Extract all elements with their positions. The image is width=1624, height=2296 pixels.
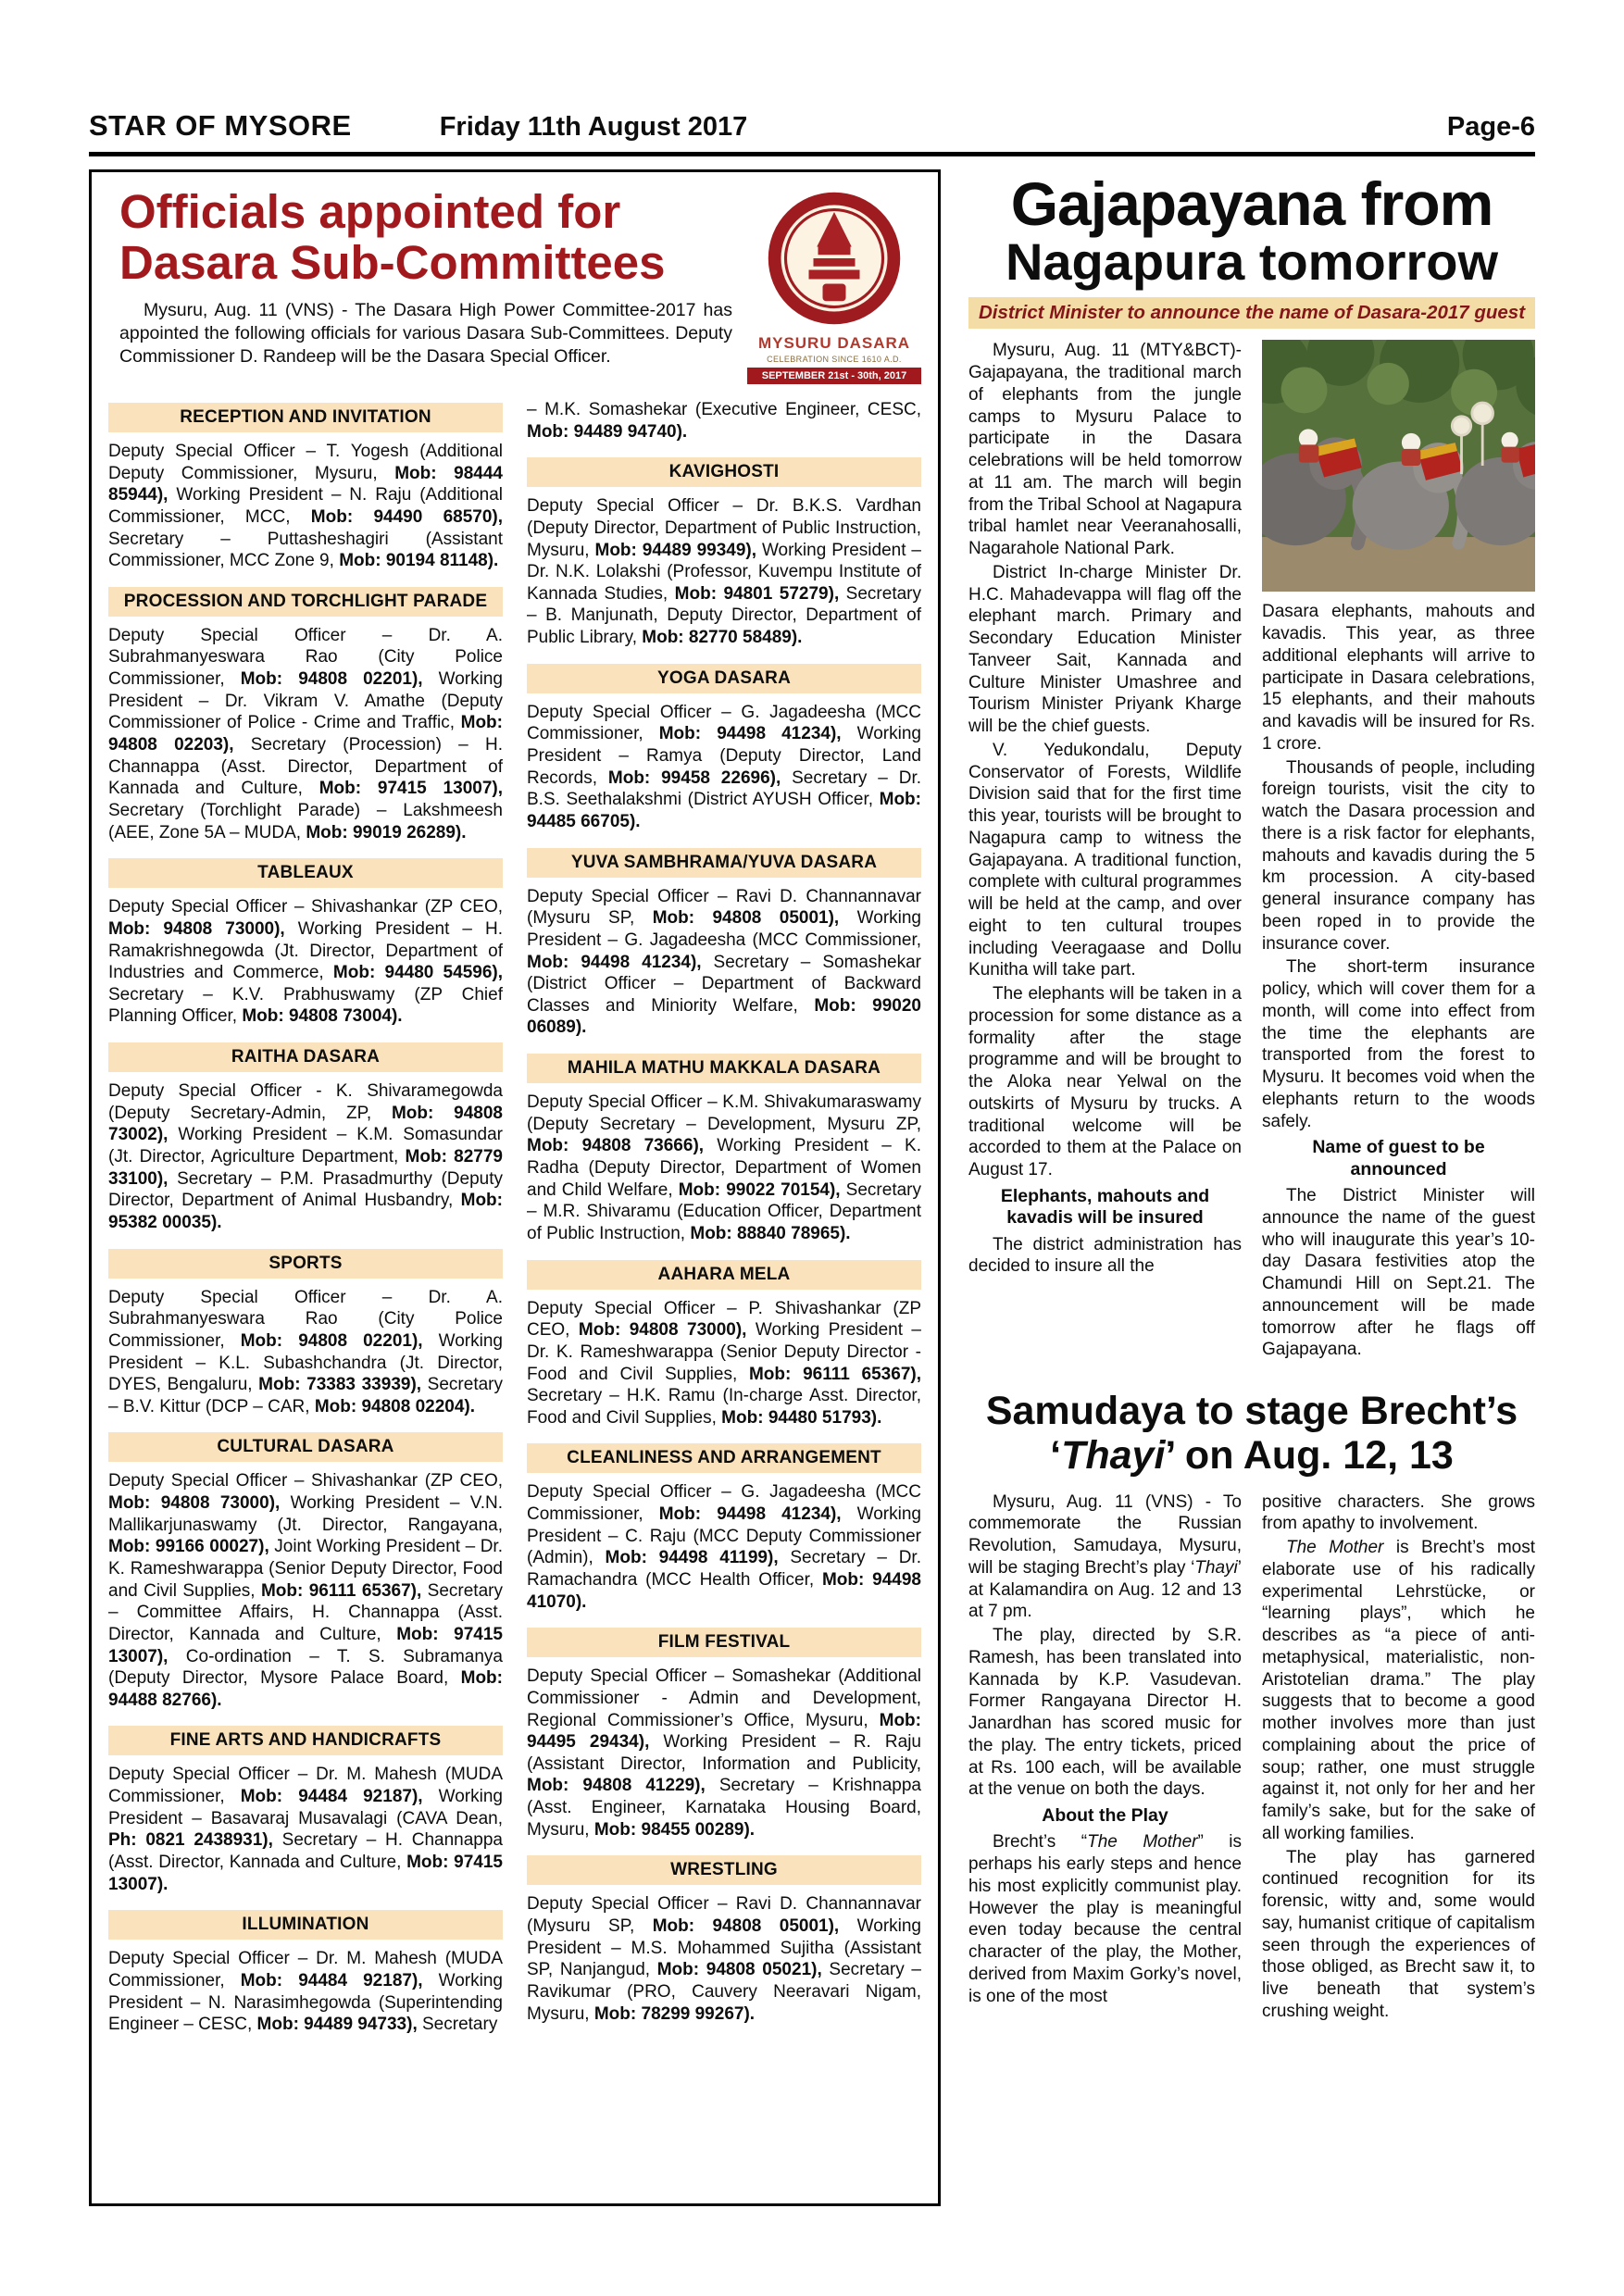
samudaya-headline-line2: ‘Thayi’ on Aug. 12, 13 [1050, 1433, 1454, 1479]
samudaya-col2 [1262, 1491, 1535, 2025]
samudaya-body [968, 1491, 1535, 2025]
masthead [89, 109, 1535, 156]
committee-section [108, 587, 503, 843]
section-heading: ILLUMINATION [108, 1910, 503, 1940]
gajapayana-col2 [1262, 340, 1535, 1363]
officials-article [89, 169, 941, 2206]
committee-section [527, 1855, 921, 2025]
section-body: Deputy Special Officer – Dr. A. Subrahmanyeswara Rao (City Police Commissioner, Mob: 94808 02201), Working President – K.L. Subashchandra (Jt. Director, DYES, Bengaluru, Mob: 73383 33939), Secretary – B.V. Kittur (DCP – CAR, Mob: 94808 02204). [108, 1287, 503, 1416]
gajapayana-col1 [968, 340, 1242, 1363]
officials-columns [108, 399, 921, 2036]
section-body: Deputy Special Officer – G. Jagadeesha (MCC Commissioner, Mob: 94498 41234), Working President – Ramya (Deputy Director, Land Records, Mob: 99458 22696), Secretary – Dr. B.S. Seethalakshmi (District AYUSH Officer, Mob: 94485 66705). [527, 702, 921, 831]
article-paragraph: The play has garnered continued recognition for its forensic, witty and, some would say, humanist critique of capitalism seen through the experiences of those obliged, as Brecht saw it, to live beneath that system’s crushing weight. [1262, 1847, 1535, 2021]
article-paragraph: The District Minister will announce the name of the guest who will inaugurate this year’s 10-day Dasara festivities atop the Chamundi Hill on Sept.21. The announcement will be made tomorrow after he flags off Gajapayana. [1262, 1186, 1535, 1360]
gajapayana-kicker: District Minister to announce the name of Dasara-2017 guest [968, 297, 1535, 329]
gajapayana-col2-text [1262, 601, 1535, 1361]
section-heading: KAVIGHOSTI [527, 457, 921, 487]
committee-section [527, 1260, 921, 1429]
section-body: Deputy Special Officer – Somashekar (Additional Commissioner - Admin and Development, Regional Commissioner’s Office, Mysuru, Mob: 94495 29434), Working President – R. Raju (Assistant Director, Information and Publicity, Mob: 94808 41229), Secretary – Krishnappa (Asst. Engineer, Karnataka Housing Board, Mysuru, Mob: 98455 00289). [527, 1666, 921, 1840]
article-subhead: Elephants, mahouts and kavadis will be insured [1000, 1185, 1210, 1229]
article-paragraph: V. Yedukondalu, Deputy Conservator of Forests, Wildlife Division said that for the first time this year, tourists will be brought to Nagapura camp to witness the Gajapayana. A traditional function, complete with cultural programmes will be held at the camp, and over eight to ten cultural troupes including Veeragaase and Dollu Kunitha will take part. [968, 740, 1242, 980]
section-heading: RAITHA DASARA [108, 1042, 503, 1072]
article-paragraph: Brecht’s “The Mother” is perhaps his early steps and hence his most explicitly communist play. However the play is meaningful even today because the central character of the play, the Mother, derived from Maxim Gorky’s novel, is one of the most [968, 1832, 1242, 2006]
gajapayana-elephants-photo [1262, 340, 1535, 592]
article-subhead: Name of guest to be announced [1312, 1137, 1485, 1179]
masthead-page-number: Page-6 [1446, 112, 1535, 142]
dasara-logo-dates: SEPTEMBER 21st - 30th, 2017 [747, 368, 921, 384]
dasara-logo-emblem-icon [765, 189, 904, 328]
officials-lead-paragraph: Mysuru, Aug. 11 (VNS) - The Dasara High Power Committee-2017 has appointed the following officials for various Dasara Sub-Committees. Deputy Commissioner D. Randeep will be the Dasara Special Officer. [119, 300, 732, 367]
committee-section [108, 403, 503, 572]
section-body: Deputy Special Officer – Shivashankar (ZP CEO, Mob: 94808 73000), Working President – V.N. Mallikarjunaswamy (Jt. Director, Rangayana, Mob: 99166 00027), Joint Working President – Dr. K. Rameshwarappa (Senior Deputy Director, Food and Civil Supplies, Mob: 96111 65367), Secretary – Committee Affairs, H. Channappa (Asst. Director, Kannada and Culture, Mob: 97415 13007), Co-ordination – T. S. Subramanya (Deputy Director, Mysore Palace Board, Mob: 94488 82766). [108, 1471, 504, 1710]
officials-col1 [108, 399, 503, 2036]
committee-section [108, 1910, 503, 2036]
section-heading: AAHARA MELA [527, 1260, 921, 1290]
committee-section [527, 1054, 921, 1244]
article-paragraph: The short-term insurance policy, which will cover them for a month, will come into effect from the time the elephants are transported from the forest to Mysuru. It becomes void when the elephants return to the woods safely. [1262, 957, 1535, 1131]
gajapayana-headline [968, 169, 1535, 292]
section-heading: RECEPTION AND INVITATION [108, 403, 503, 432]
officials-headline-line1: Officials appointed for [119, 187, 621, 238]
article-paragraph: Thousands of people, including foreign tourists, visit the city to watch the Dasara procession and there is a risk factor for elephants, mahouts and kavadis during the 5 km procession. A city-based general insurance company has been roped in to provide the insurance cover. [1262, 757, 1535, 954]
section-body: – M.K. Somashekar (Executive Engineer, CESC, Mob: 94489 94740). [527, 400, 921, 442]
committee-section [108, 1042, 503, 1233]
section-body: Deputy Special Officer - K. Shivaramegowda (Deputy Secretary-Admin, ZP, Mob: 94808 73002), Working President – K.M. Somasundar (Jt. Director, Agriculture Department, Mob: 82779 33100), Secretary – P.M. Prasadmurthy (Deputy Director, Department of Animal Husbandry, Mob: 95382 00035). [108, 1081, 504, 1232]
section-heading: WRESTLING [527, 1855, 921, 1885]
section-heading: YUVA SAMBHRAMA/YUVA DASARA [527, 848, 921, 878]
masthead-title: STAR OF MYSORE [89, 109, 352, 142]
article-paragraph: The Mother is Brecht’s most elaborate use of his radically experimental Lehrstücke, or “learning plays”, which he describes as “a piece of anti-metaphysical, materialistic, non-Aristotelian drama.” The play suggests that to become a good mother involves more than just complaining about the price of soup; rather, one must struggle against it, not only for her and her family’s sake, but for the sake of all working families. [1262, 1538, 1535, 1843]
committee-section [527, 1628, 921, 1841]
article-subhead: About the Play [1042, 1805, 1168, 1827]
masthead-date: Friday 11th August 2017 [439, 112, 748, 142]
section-heading: MAHILA MATHU MAKKALA DASARA [527, 1054, 921, 1083]
section-body: Deputy Special Officer – K.M. Shivakumaraswamy (Deputy Secretary – Development, Mysuru ZP, Mob: 94808 73666), Working President – K. Radha (Deputy Director, Department of Women and Child Welfare, Mob: 99022 70154), Secretary – M.R. Shivaramu (Education Officer, Department of Public Instruction, Mob: 88840 78965). [527, 1092, 922, 1243]
committee-section [108, 1432, 503, 1711]
article-paragraph: positive characters. She grows from apathy to involvement. [1262, 1491, 1535, 1534]
section-heading: TABLEAUX [108, 858, 503, 888]
samudaya-col1 [968, 1491, 1242, 2025]
committee-section [108, 1249, 503, 1418]
gajapayana-article [968, 169, 1535, 1363]
committee-section [527, 664, 921, 833]
section-heading: PROCESSION AND TORCHLIGHT PARADE [108, 587, 503, 617]
section-heading: CULTURAL DASARA [108, 1432, 503, 1462]
committee-section [527, 399, 921, 443]
section-body: Deputy Special Officer – Dr. A. Subrahmanyeswara Rao (City Police Commissioner, Mob: 94808 02201), Working President – Dr. Vikram V. Amathe (Deputy Commissioner of Police - Crime and Traffic, Mob: 94808 02203), Secretary (Procession) – H. Channappa (Asst. Director, Department of Kannada and Culture, Mob: 97415 13007), Secretary (Torchlight Parade) – Lakshmeesh (AEE, Zone 5A – MUDA, Mob: 99019 26289). [108, 625, 503, 842]
gajapayana-headline-line2: Nagapura tomorrow [1005, 232, 1499, 292]
section-body: Deputy Special Officer – G. Jagadeesha (MCC Commissioner, Mob: 94498 41234), Working President – C. Raju (MCC Deputy Commissioner (Admin), Mob: 94498 41199), Secretary – Dr. Ramachandra (MCC Health Officer, Mob: 94498 41070). [527, 1482, 921, 1612]
section-heading: YOGA DASARA [527, 664, 921, 693]
section-heading: SPORTS [108, 1249, 503, 1279]
section-body: Deputy Special Officer – Dr. M. Mahesh (MUDA Commissioner, Mob: 94484 92187), Working President – Basavaraj Musavalagi (CAVA Dean, Ph: 0821 2438931), Secretary – H. Channappa (Asst. Director, Kannada and Culture, Mob: 97415 13007). [108, 1765, 503, 1894]
right-column [968, 169, 1535, 2206]
section-heading: FILM FESTIVAL [527, 1628, 921, 1657]
article-paragraph: The district administration has decided to insure all the [968, 1234, 1242, 1277]
section-body: Deputy Special Officer – T. Yogesh (Additional Deputy Commissioner, Mysuru, Mob: 98444 85944), Working President – N. Raju (Additional Commissioner, MCC, Mob: 94490 68570), Secretary – Puttasheshagiri (Assistant Commissioner, MCC Zone 9, Mob: 90194 81148). [108, 442, 504, 571]
article-paragraph: Mysuru, Aug. 11 (VNS) - To commemorate the Russian Revolution, Samudaya, Mysuru, will be staging Brecht’s play ‘Thayi’ at Kalamandira on Aug. 12 and 13 at 7 pm. [968, 1491, 1242, 1622]
section-body: Deputy Special Officer – Ravi D. Channannavar (Mysuru SP, Mob: 94808 05001), Working President – M.S. Mohammed Sujitha (Assistant SP, Nanjangud, Mob: 94808 05021), Secretary – Ravikumar (PRO, Cauvery Neeravari Nigam, Mysuru, Mob: 78299 99267). [527, 1894, 921, 2024]
article-paragraph: District In-charge Minister Dr. H.C. Mahadevappa will flag off the elephant march. Primary and Secondary Education Minister Tanveer Sait, Kannada and Culture Minister Umashree and Tourism Minister Priyank Kharge will be the chief guests. [968, 562, 1242, 737]
committee-section [527, 1443, 921, 1613]
committee-section [527, 848, 921, 1039]
dasara-logo [747, 189, 921, 384]
article-paragraph: The play, directed by S.R. Ramesh, has been translated into Kannada by K.P. Vasudevan. Former Rangayana Director H. Janardhan has scored music for the play. The entry tickets, priced at Rs. 100 each, will be available at the venue on both the days. [968, 1626, 1242, 1800]
section-body: Deputy Special Officer – Dr. B.K.S. Vardhan (Deputy Director, Department of Public Instruction, Mysuru, Mob: 94489 99349), Working President – Dr. N.K. Lolakshi (Professor, Kuvempu Institute of Kannada Studies, Mob: 94801 57279), Secretary – B. Manjunath, Deputy Director, Department of Public Library, Mob: 82770 58489). [527, 496, 921, 648]
committee-section [527, 457, 921, 648]
section-body: Deputy Special Officer – Ravi D. Channannavar (Mysuru SP, Mob: 94808 05001), Working President – G. Jagadeesha (MCC Commissioner, Mob: 94498 41234), Secretary – Somashekar (District Officer – Department of Backward Classes and Miniority Welfare, Mob: 99020 06089). [527, 886, 922, 1038]
officials-header [108, 187, 921, 390]
samudaya-article [968, 1389, 1535, 2024]
section-heading: CLEANLINESS AND ARRANGEMENT [527, 1443, 921, 1473]
samudaya-headline [968, 1389, 1535, 1478]
committee-section [108, 858, 503, 1028]
section-body: Deputy Special Officer – Shivashankar (ZP CEO, Mob: 94808 73000), Working President – H. Ramakrishnegowda (Jt. Director, Department of Industries and Commerce, Mob: 94480 54596), Secretary – K.V. Prabhuswamy (ZP Chief Planning Officer, Mob: 94808 73004). [108, 897, 504, 1027]
officials-headline-line2: Dasara Sub-Committees [119, 235, 666, 289]
officials-col2 [527, 399, 921, 2036]
article-paragraph: Mysuru, Aug. 11 (MTY&BCT)- Gajapayana, the traditional march of elephants from the jungle camps to Mysuru Palace to participate in the Dasara celebrations will be held tomorrow at 11 am. The march will begin from the Tribal School at Nagapura tribal hamlet near Veeranahosalli, Nagarahole National Park. [968, 341, 1242, 559]
gajapayana-body [968, 340, 1535, 1363]
section-heading: FINE ARTS AND HANDICRAFTS [108, 1726, 503, 1755]
samudaya-headline-line1: Samudaya to stage Brecht’s [985, 1389, 1518, 1434]
section-body: Deputy Special Officer – P. Shivashankar (ZP CEO, Mob: 94808 73000), Working President – Dr. K. Rameshwarappa (Senior Deputy Director - Food and Civil Supplies, Mob: 96111 65367), Secretary – H.K. Ramu (In-charge Asst. Director, Food and Civil Supplies, Mob: 94480 51793). [527, 1298, 922, 1428]
article-paragraph: The elephants will be taken in a procession for some distance as a formality after the stage programme and will be brought to the Aloka near Yelwal on the outskirts of Mysuru by trucks. A traditional welcome will be accorded to them at the Palace on August 17. [968, 984, 1242, 1180]
dasara-logo-name: MYSURU DASARA [757, 334, 911, 352]
section-body: Deputy Special Officer – Dr. M. Mahesh (MUDA Commissioner, Mob: 94484 92187), Working President – N. Narasimhegowda (Superintending Engineer – CESC, Mob: 94489 94733), Secretary [108, 1949, 503, 2035]
committee-section [108, 1726, 503, 1895]
dasara-logo-tagline: CELEBRATION SINCE 1610 A.D. [767, 355, 902, 364]
gajapayana-headline-line1: Gajapayana from [1010, 169, 1493, 238]
article-paragraph: Dasara elephants, mahouts and kavadis. This year, as three additional elephants will arrive to participate in Dasara celebrations, 15 elephants, and their mahouts and kavadis will be insured for Rs. 1 crore. [1262, 602, 1535, 754]
